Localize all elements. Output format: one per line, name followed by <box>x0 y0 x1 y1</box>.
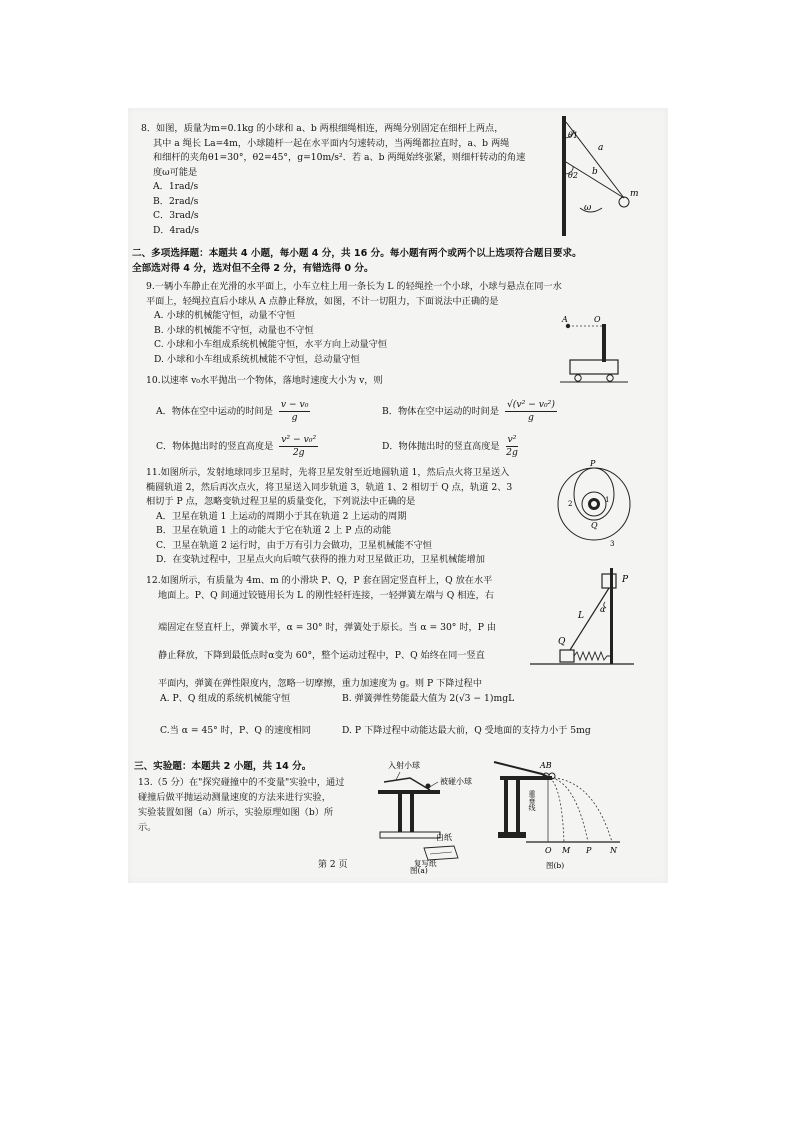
section-2-header <box>132 247 582 276</box>
ball <box>619 197 629 207</box>
question-12-lines-1-2 <box>146 574 494 603</box>
section-2-line: 全部选对得 4 分，选对但不全得 2 分，有错选得 0 分。 <box>132 262 374 274</box>
q11-option-b: B．卫星在轨道 1 上的动能大于它在轨道 2 上 P 点的动能 <box>156 525 392 536</box>
chute <box>384 778 430 790</box>
q8-line: 8．如图，质量为m=0.1kg 的小球和 a、b 两根细绳相连，两绳分别固定在细杆上两点， <box>141 123 504 134</box>
wheel-right <box>607 375 613 381</box>
q10-option-a <box>156 399 310 424</box>
q12-option-b: B. 弹簧弹性势能最大值为 2(√3 − 1)mgL <box>342 693 515 704</box>
q12-line: 地面上。P、Q 间通过铰链用长为 L 的刚性轻杆连接，一轻弹簧左端与 Q 相连，右 <box>158 589 494 601</box>
label-white-paper: 白纸 <box>436 833 452 842</box>
earth-core <box>591 501 597 507</box>
spring <box>574 652 610 660</box>
question-11 <box>146 466 512 568</box>
q13-line: 13.（5 分）在"探究碰撞中的不变量"实验中，通过 <box>138 777 345 788</box>
question-12-lines-3-5 <box>158 614 496 698</box>
q13-line: 碰撞后做平抛运动测量速度的方法来进行实验， <box>138 792 331 803</box>
label-target-ball: 被碰小球 <box>440 777 472 786</box>
stand-leg <box>504 776 508 832</box>
q9-option-d: D. 小球和小车组成系统机械能不守恒，总动量守恒 <box>154 353 360 365</box>
q10-c-fraction: $\frac{\text{v² − v₀²}}{2g}$ <box>281 434 317 458</box>
caption-a: 图(a) <box>410 866 428 875</box>
cart-body <box>570 360 618 374</box>
table-leg <box>410 794 414 832</box>
q12-option-a: A. P、Q 组成的系统机械能守恒 <box>160 693 291 704</box>
label-O: O <box>545 846 552 855</box>
q10-b-fraction: $\frac{\text{√(v² − v₀²)}}{g}$ <box>506 399 555 423</box>
label-theta2: θ2 <box>568 171 578 180</box>
label-alpha: α <box>600 605 606 614</box>
block-P <box>602 574 616 588</box>
label-3: 3 <box>610 540 615 548</box>
caption-b: 图(b) <box>546 861 565 870</box>
q12-line: 12.如图所示，有质量为 4m、m 的小滑块 P、Q，P 套在固定竖直杆上，Q 放在水平 <box>146 575 493 586</box>
q10-option-d <box>382 434 518 459</box>
q8-line: 和细杆的夹角θ1=30°，θ2=45°，g=10m/s²．若 a、b 两绳始终张紧，则细杆转动的角速 <box>153 152 526 163</box>
table-top <box>378 790 440 794</box>
label-Q: Q <box>558 637 566 647</box>
vertical-rod <box>562 116 566 236</box>
q8-option-b: B．2rad/s <box>153 195 199 207</box>
label-omega: ω <box>584 203 592 213</box>
label-carbon-paper: 复写纸 <box>414 859 437 868</box>
q9-line: 平面上，轻绳拉直后小球从 A 点静止释放，如图，不计一切阻力，下面说法中正确的是 <box>146 295 499 307</box>
q11-option-a: A．卫星在轨道 1 上运动的周期小于其在轨道 2 上运动的周期 <box>156 510 407 522</box>
label-N: N <box>610 846 617 855</box>
q10-d-fraction: $\frac{\text{v²}}{2g}$ <box>506 434 518 458</box>
q9-option-a: A. 小球的机械能守恒，动量不守恒 <box>154 310 296 321</box>
table-base <box>380 832 440 838</box>
q12-option-c: C.当 α = 45° 时，P、Q 的速度相同 <box>160 725 311 736</box>
q11-line: 11.如图所示，发射地球同步卫星时，先将卫星发射至近地圆轨道 1，然后点火将卫星送入 <box>146 467 510 478</box>
q13-figure-b <box>490 756 626 872</box>
q10-b-text: B．物体在空中运动的时间是 <box>382 406 500 417</box>
label-m: m <box>630 189 639 199</box>
label-a: a <box>598 143 604 153</box>
q12-rod-spring-figure <box>530 568 634 670</box>
q12-line: 端固定在竖直杆上，弹簧水平，α = 30° 时，弹簧处于原长。当 α = 30° 时，P 由 <box>158 622 496 633</box>
q8-line: 其中 a 绳长 La=4m，小球随杆一起在水平面内匀速转动，当两绳都拉直时，a、b 两绳 <box>153 137 510 149</box>
q8-rod-figure <box>548 112 658 240</box>
q10-option-b <box>382 399 557 424</box>
q9-option-b: B. 小球的机械能不守恒，动量也不守恒 <box>154 324 314 336</box>
q10-option-c <box>156 434 318 459</box>
question-13 <box>138 775 344 835</box>
label-M: M <box>562 846 571 855</box>
pillar <box>602 324 606 362</box>
question-8 <box>141 122 525 238</box>
label-2: 2 <box>568 500 573 508</box>
wheel-left <box>575 375 581 381</box>
label-incident-ball: 入射小球 <box>388 761 420 770</box>
q12-option-d: D. P 下降过程中动能达最大前，Q 受地面的支持力小于 5mg <box>342 725 591 736</box>
label-O: O <box>594 315 601 324</box>
label-P: P <box>586 846 592 855</box>
stand-leg <box>516 776 520 832</box>
page-number: 第 2 页 <box>318 860 348 870</box>
stand-base <box>498 832 526 838</box>
label-1: 1 <box>605 496 610 504</box>
ball-a <box>566 324 570 328</box>
label-A: A <box>562 315 568 324</box>
q12-line: 静止释放，下降到最低点时α变为 60°，整个运动过程中，P、Q 始终在同一竖直 <box>158 650 485 661</box>
table-leg <box>398 794 402 832</box>
q10-stem: 10.以速率 v₀水平抛出一个物体，落地时速度大小为 v，则 <box>146 375 383 386</box>
label-P: P <box>590 459 596 468</box>
q13-figure-a <box>370 760 480 875</box>
q9-line: 9.一辆小车静止在光滑的水平面上，小车立柱上用一条长为 L 的轻绳拴一个小球，小球与悬点在同一水 <box>146 281 562 292</box>
section-3-header: 三、实验题：本题共 2 小题，共 14 分。 <box>134 761 312 772</box>
vertical-rod <box>610 568 613 664</box>
q11-line: 相切于 P 点，忽略变轨过程卫星的质量变化，下列说法中正确的是 <box>146 496 416 507</box>
trajectory-N <box>554 778 612 842</box>
label-theta1: θ1 <box>568 131 578 140</box>
q8-option-d: D．4rad/s <box>153 224 199 236</box>
q8-line: 度ω可能是 <box>153 166 198 178</box>
label-P: P <box>622 575 629 585</box>
label-b: b <box>592 167 598 177</box>
label-plumb-line: 重垂线 <box>528 790 536 811</box>
q11-line: 椭圆轨道 2，然后再次点火，将卫星送入同步轨道 3，轨道 1、2 相切于 Q 点，轨道 2、3 <box>146 481 513 493</box>
question-9 <box>146 280 562 367</box>
label-L: L <box>578 611 584 621</box>
q9-cart-figure <box>560 312 630 384</box>
section-2-line: 二、多项选择题：本题共 4 小题，每小题 4 分，共 16 分。每小题有两个或两个以上选项符合题目要求。 <box>132 248 582 259</box>
orbit-2 <box>574 468 614 520</box>
q8-option-c: C．3rad/s <box>153 210 199 221</box>
trajectory-M <box>550 778 564 842</box>
q12-line: 平面内，弹簧在弹性限度内，忽略一切摩擦，重力加速度为 g。则 P 下降过程中 <box>158 678 483 689</box>
q9-option-c: C. 小球和小车组成系统机械能守恒，水平方向上动量守恒 <box>154 339 388 350</box>
q11-option-d: D．在变轨过程中，卫星点火向后喷气获得的推力对卫星做正功，卫星机械能增加 <box>156 554 485 565</box>
label-Q: Q <box>591 521 598 530</box>
q10-a-fraction: $\frac{\text{v − v₀}}{g}$ <box>280 399 309 423</box>
rigid-rod <box>570 588 609 650</box>
q13-line: 示。 <box>138 822 157 833</box>
label-AB: AB <box>540 761 552 770</box>
q10-a-text: A．物体在空中运动的时间是 <box>156 406 273 417</box>
q10-d-text: D．物体抛出时的竖直高度是 <box>382 441 500 452</box>
block-Q <box>560 650 574 662</box>
q11-orbit-figure <box>554 459 634 548</box>
q13-line: 实验装置如图（a）所示，实验原理如图（b）所 <box>138 807 334 818</box>
q8-option-a: A．1rad/s <box>153 181 199 192</box>
trajectory-P <box>552 778 588 842</box>
q10-c-text: C．物体抛出时的竖直高度是 <box>156 441 274 452</box>
q11-option-c: C．卫星在轨道 2 运行时，由于万有引力会做功，卫星机械能不守恒 <box>156 539 432 551</box>
